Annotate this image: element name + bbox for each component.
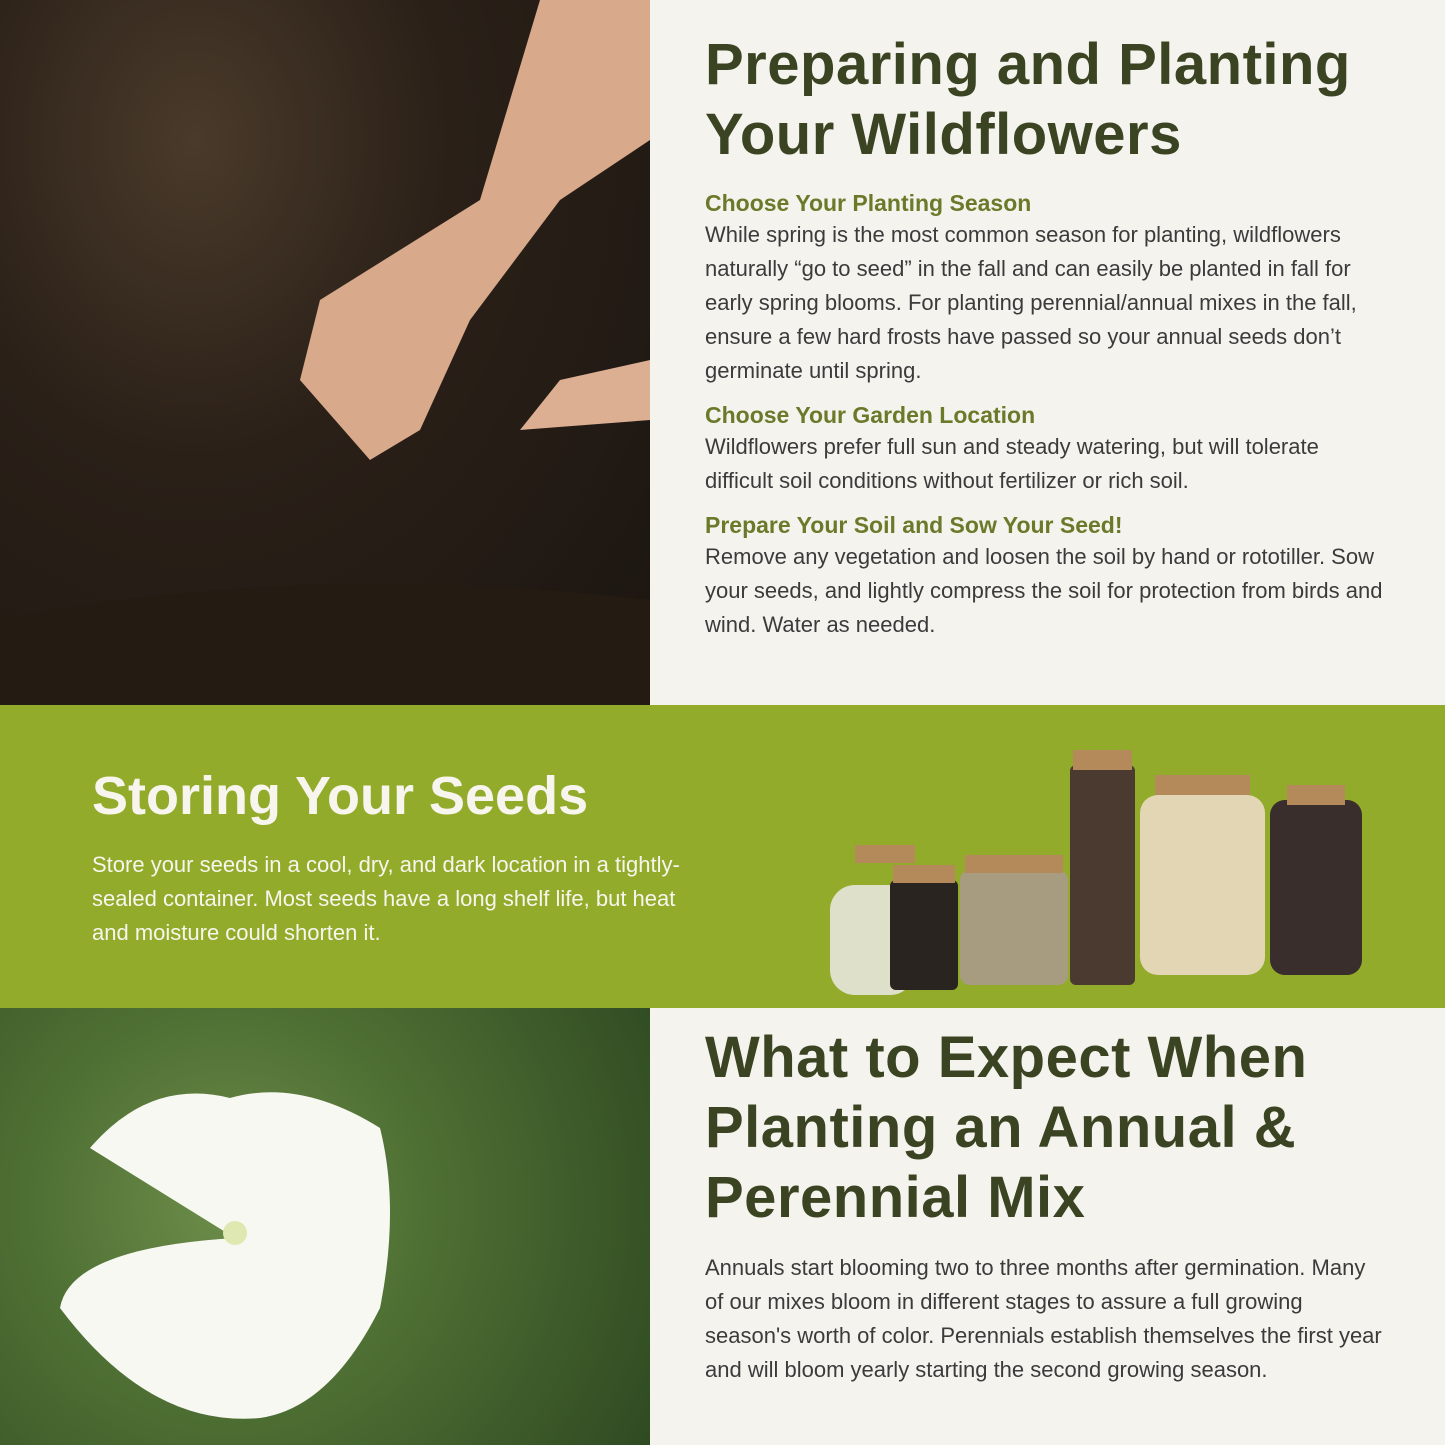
- section-heading: Choose Your Planting Season: [705, 190, 1032, 216]
- storing-section: [0, 705, 1445, 1008]
- title-line: Your Wildflowers: [705, 102, 1182, 167]
- hands-sowing-seeds-photo: [0, 0, 650, 705]
- expect-text: [705, 1023, 1405, 1387]
- planting-section: [0, 0, 1445, 705]
- moonflower-photo: [0, 1008, 650, 1445]
- storing-title: Storing Your Seeds: [92, 766, 589, 826]
- expect-body: Annuals start blooming two to three months after germination. Many of our mixes bloom in different stages to assure a full growing season's worth of color. Perennials establish themselves the first year and will bloom yearly starting the second growing season.: [705, 1255, 1382, 1382]
- section-body: While spring is the most common season for planting, wildflowers naturally “go to seed” in the fall and can easily be planted in fall for early spring blooms. For planting perennial/annual mixes in the fall, ensure a few hard frosts have passed so your annual seeds don’t germinate until spring.: [705, 222, 1357, 383]
- seed-jars-photo: [825, 745, 1370, 995]
- planting-text: [705, 30, 1405, 642]
- expect-title: [705, 1023, 1405, 1233]
- title-line: What to Expect When: [705, 1025, 1308, 1090]
- section-heading: Prepare Your Soil and Sow Your Seed!: [705, 512, 1123, 538]
- title-line: Perennial Mix: [705, 1165, 1086, 1230]
- section-body: Wildflowers prefer full sun and steady watering, but will tolerate difficult soil conditions without fertilizer or rich soil.: [705, 434, 1319, 493]
- hand-illustration: [0, 0, 650, 705]
- title-line: Preparing and Planting: [705, 32, 1351, 97]
- section-body: Remove any vegetation and loosen the soil by hand or rototiller. Sow your seeds, and lightly compress the soil for protection from birds and wind. Water as needed.: [705, 544, 1383, 637]
- title-line: Planting an Annual &: [705, 1095, 1297, 1160]
- section-heading: Choose Your Garden Location: [705, 402, 1036, 428]
- storing-body: Store your seeds in a cool, dry, and dark location in a tightly-sealed container. Most seeds have a long shelf life, but heat and moisture could shorten it.: [92, 852, 680, 945]
- page-title: [705, 30, 1405, 170]
- expect-section: [0, 1008, 1445, 1445]
- white-flower-illustration: [0, 1008, 650, 1445]
